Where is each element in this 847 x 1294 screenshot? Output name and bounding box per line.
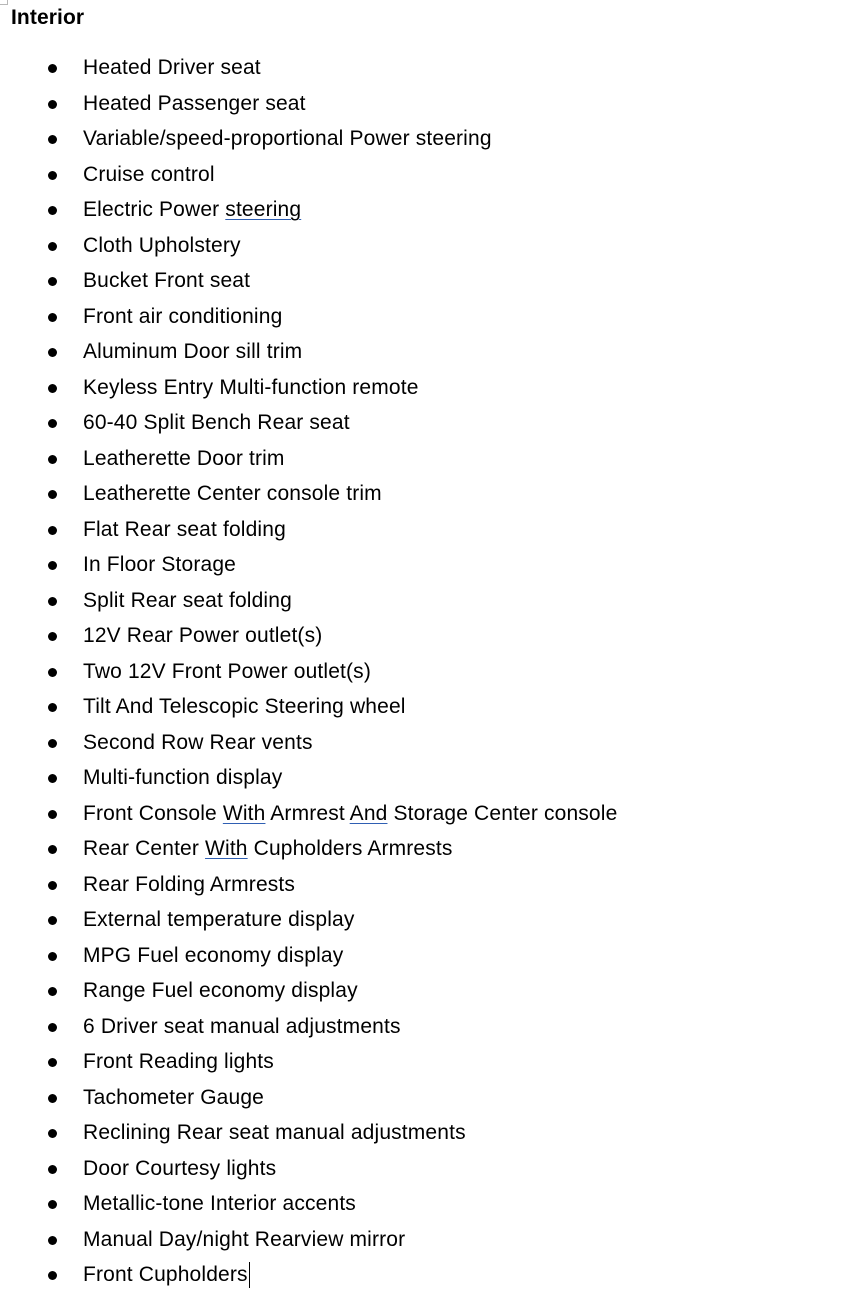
proofing-underline[interactable]: With [205,837,248,860]
bullet-icon [48,1165,57,1174]
proofing-underline[interactable]: steering [225,198,302,221]
list-item[interactable] [0,1257,847,1293]
list-item-text: Manual Day/night Rearview mirror [83,1227,406,1251]
bullet-icon [48,277,57,286]
list-item[interactable] [0,263,847,299]
bullet-icon [48,1236,57,1245]
list-item-text: Two 12V Front Power outlet(s) [83,659,371,683]
bullet-icon [48,845,57,854]
list-item-text: Second Row Rear vents [83,730,313,754]
list-item-text: Cloth Upholstery [83,233,241,257]
list-item-text: Rear Center With Cupholders Armrests [83,837,453,860]
bullet-icon [48,774,57,783]
list-item[interactable] [0,583,847,619]
feature-list [0,50,847,1293]
list-item[interactable] [0,689,847,725]
list-item-text: Multi-function display [83,766,283,789]
bullet-icon [48,64,57,73]
list-item-text: 6 Driver seat manual adjustments [83,1014,401,1038]
list-item[interactable] [0,1009,847,1045]
bullet-icon [48,1058,57,1067]
list-item[interactable] [0,512,847,548]
list-item[interactable] [0,902,847,938]
list-item[interactable] [0,1080,847,1116]
bullet-icon [48,810,57,819]
proofing-underline[interactable]: With [222,801,266,825]
list-item[interactable] [0,831,847,867]
bullet-icon [48,313,57,322]
list-item-text: Heated Passenger seat [83,91,306,115]
list-item-text: Electric Power steering [83,198,302,221]
list-item[interactable] [0,441,847,477]
list-item-text: Leatherette Center console trim [83,482,382,505]
bullet-icon [48,668,57,677]
list-item-text: Leatherette Door trim [83,446,285,470]
list-item[interactable] [0,618,847,654]
list-item-text: Bucket Front seat [83,269,251,292]
text-cursor [249,1262,250,1288]
bullet-icon [48,526,57,535]
bullet-icon [48,1094,57,1103]
list-item-text: Heated Driver seat [83,56,261,79]
list-item-text: In Floor Storage [83,553,236,576]
list-item-text: Aluminum Door sill trim [83,340,303,363]
list-item[interactable] [0,725,847,761]
list-item[interactable] [0,476,847,512]
list-item-text: Front air conditioning [83,304,283,328]
list-item[interactable] [0,1222,847,1258]
proofing-underline[interactable]: And [349,801,388,825]
list-item[interactable] [0,1115,847,1151]
list-item-text: 12V Rear Power outlet(s) [83,624,323,647]
bullet-icon [48,206,57,215]
list-item-text: Tilt And Telescopic Steering wheel [83,695,406,718]
bullet-icon [48,171,57,180]
list-item[interactable] [0,867,847,903]
page-corner-mark [0,0,8,5]
list-item[interactable] [0,121,847,157]
bullet-icon [48,384,57,393]
list-item-text: Rear Folding Armrests [83,872,296,896]
list-item[interactable] [0,405,847,441]
list-item[interactable] [0,50,847,86]
bullet-icon [48,348,57,357]
list-item-text: Tachometer Gauge [83,1085,265,1109]
list-item-text: Front Reading lights [83,1050,274,1073]
bullet-icon [48,881,57,890]
bullet-icon [48,419,57,428]
list-item-text: Door Courtesy lights [83,1156,277,1180]
bullet-icon [48,242,57,251]
bullet-icon [48,987,57,996]
bullet-icon [48,490,57,499]
bullet-icon [48,632,57,641]
list-item[interactable] [0,938,847,974]
bullet-icon [48,1023,57,1032]
list-item-text: External temperature display [83,908,355,931]
list-item[interactable] [0,796,847,832]
bullet-icon [48,952,57,961]
bullet-icon [48,739,57,748]
bullet-icon [48,597,57,606]
list-item-text: Front Cupholders [83,1257,250,1293]
list-item[interactable] [0,299,847,335]
bullet-icon [48,703,57,712]
list-item-text: Split Rear seat folding [83,588,292,612]
list-item[interactable] [0,86,847,122]
list-item[interactable] [0,973,847,1009]
bullet-icon [48,1129,57,1138]
list-item-text: Keyless Entry Multi-function remote [83,375,419,399]
section-heading: Interior [11,6,85,29]
list-item[interactable] [0,760,847,796]
list-item[interactable] [0,654,847,690]
list-item-text: Variable/speed-proportional Power steering [83,127,492,150]
list-item[interactable] [0,334,847,370]
bullet-icon [48,1271,57,1280]
list-item[interactable] [0,547,847,583]
list-item-text: MPG Fuel economy display [83,943,344,967]
bullet-icon [48,916,57,925]
bullet-icon [48,135,57,144]
list-item-text: 60-40 Split Bench Rear seat [83,411,350,434]
list-item[interactable] [0,1044,847,1080]
list-item-text: Cruise control [83,162,215,186]
list-item[interactable] [0,157,847,193]
list-item[interactable] [0,370,847,406]
list-item-text: Reclining Rear seat manual adjustments [83,1121,466,1144]
list-item-text: Flat Rear seat folding [83,517,286,541]
list-item[interactable] [0,1151,847,1187]
bullet-icon [48,100,57,109]
bullet-icon [48,561,57,570]
bullet-icon [48,1200,57,1209]
list-item-text: Metallic-tone Interior accents [83,1192,356,1215]
list-item[interactable] [0,1186,847,1222]
list-item[interactable] [0,192,847,228]
list-item-text: Range Fuel economy display [83,979,358,1002]
list-item[interactable] [0,228,847,264]
list-item-text: Front Console With Armrest And Storage Center console [83,801,618,825]
bullet-icon [48,455,57,464]
